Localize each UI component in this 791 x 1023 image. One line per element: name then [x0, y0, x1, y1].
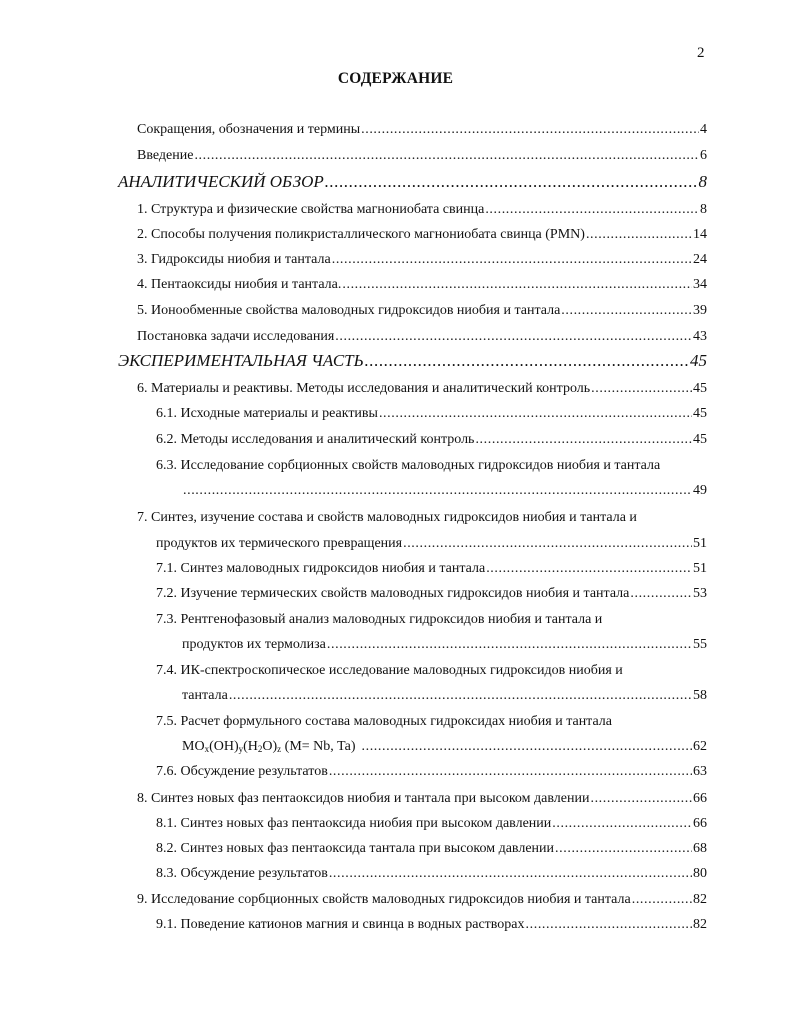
- toc-entry-2[interactable]: [137, 226, 707, 244]
- toc-entry-page: 45: [690, 351, 707, 370]
- toc-entry-page: 55: [693, 637, 707, 652]
- toc-entry-7-4-continuation[interactable]: [182, 687, 707, 705]
- leader-dots: [403, 535, 692, 553]
- toc-entry-9[interactable]: [137, 891, 707, 909]
- toc-entry-1[interactable]: [137, 201, 707, 219]
- toc-entry-page: 14: [693, 227, 707, 242]
- leader-dots: [591, 380, 692, 398]
- toc-entry-introduction[interactable]: [137, 147, 707, 165]
- toc-entry-7-5-continuation[interactable]: [182, 738, 707, 758]
- toc-section-experimental[interactable]: [118, 351, 707, 371]
- toc-entry-page: 80: [693, 866, 707, 881]
- toc-entry-label: 5. Ионообменные свойства маловодных гидроксидов ниобия и тантала: [137, 303, 561, 318]
- toc-entry-page: 45: [693, 432, 707, 447]
- toc-entry-label-continued: тантала: [182, 688, 228, 703]
- toc-entry-7-3-continuation[interactable]: [182, 636, 707, 654]
- toc-entry-label: 7.4. ИК-спектроскопическое исследование маловодных гидроксидов ниобия и: [156, 663, 623, 678]
- toc-entry-8-3[interactable]: [156, 865, 707, 883]
- toc-entry-6-1[interactable]: [156, 405, 707, 423]
- leader-dots: [590, 790, 692, 808]
- leader-dots: [342, 276, 692, 294]
- leader-dots: [561, 302, 692, 320]
- toc-section-analytical-review[interactable]: [118, 172, 707, 192]
- toc-entry-7-6[interactable]: [156, 763, 707, 781]
- toc-entry-label: 8.2. Синтез новых фаз пентаоксида тантала при высоком давлении: [156, 841, 555, 856]
- leader-dots: [552, 815, 692, 833]
- toc-entry-5[interactable]: [137, 302, 707, 320]
- toc-entry-page: 68: [693, 841, 707, 856]
- leader-dots: [194, 147, 699, 165]
- toc-entry-label: Сокращения, обозначения и термины: [137, 122, 361, 137]
- page-number: 2: [697, 45, 705, 61]
- toc-entry-label: 9. Исследование сорбционных свойств маловодных гидроксидов ниобия и тантала: [137, 892, 631, 907]
- toc-entry-label: 7.5. Расчет формульного состава маловодных гидроксидах ниобия и тантала: [156, 714, 613, 729]
- page-title: СОДЕРЖАНИЕ: [337, 70, 454, 87]
- toc-entry-page: 63: [693, 764, 707, 779]
- toc-entry-label: 7.1. Синтез маловодных гидроксидов ниобия и тантала: [156, 561, 486, 576]
- toc-entry-4[interactable]: [137, 276, 707, 294]
- toc-entry-7-5[interactable]: [156, 713, 707, 731]
- toc-entry-label: 7.3. Рентгенофазовый анализ маловодных гидроксидов ниобия и тантала и: [156, 612, 603, 627]
- toc-entry-9-1[interactable]: [156, 916, 707, 934]
- toc-entry-page: 66: [693, 791, 707, 806]
- toc-entry-label: 6. Материалы и реактивы. Методы исследования и аналитический контроль: [137, 381, 591, 396]
- toc-entry-page: 45: [693, 406, 707, 421]
- leader-dots: [325, 172, 698, 192]
- leader-dots: [327, 636, 692, 654]
- toc-entry-page: 4: [700, 122, 707, 137]
- leader-dots: [329, 763, 692, 781]
- toc-entry-page: 66: [693, 816, 707, 831]
- toc-entry-page: 6: [700, 148, 707, 163]
- toc-entry-page: 45: [693, 381, 707, 396]
- leader-dots: [630, 585, 692, 603]
- toc-entry-page: 51: [693, 561, 707, 576]
- chemical-formula: $MO_x(OH)_y(H_2O)_z$ (M= Nb, Ta): [182, 739, 356, 754]
- toc-entry-page: 51: [693, 536, 707, 551]
- toc-entry-label: 3. Гидроксиды ниобия и тантала: [137, 252, 331, 267]
- toc-entry-page: 82: [693, 917, 707, 932]
- leader-dots: [526, 916, 692, 934]
- leader-dots: [555, 840, 692, 858]
- leader-dots: [361, 121, 699, 139]
- leader-dots: [229, 687, 692, 705]
- toc-entry-page: 53: [693, 586, 707, 601]
- leader-dots: [632, 891, 692, 909]
- toc-entry-8-2[interactable]: [156, 840, 707, 858]
- leader-dots: [486, 560, 692, 578]
- toc-entry-label: 8.3. Обсуждение результатов: [156, 866, 328, 881]
- toc-entry-page: 24: [693, 252, 707, 267]
- toc-section-label: АНАЛИТИЧЕСКИЙ ОБЗОР: [118, 172, 324, 191]
- toc-entry-8[interactable]: [137, 790, 707, 808]
- leader-dots: [586, 226, 692, 244]
- toc-entry-abbreviations[interactable]: [137, 121, 707, 139]
- leader-dots: [379, 405, 692, 423]
- toc-entry-label: Постановка задачи исследования: [137, 329, 335, 344]
- leader-dots: [183, 482, 692, 500]
- toc-entry-8-1[interactable]: [156, 815, 707, 833]
- leader-dots: [335, 328, 692, 346]
- toc-entry-label: 8. Синтез новых фаз пентаоксидов ниобия и тантала при высоком давлении: [137, 791, 590, 806]
- toc-entry-6[interactable]: [137, 380, 707, 398]
- toc-entry-page: 8: [698, 172, 707, 191]
- toc-entry-label: 2. Способы получения поликристаллического магнониобата свинца (PMN): [137, 227, 585, 242]
- toc-section-label: ЭКСПЕРИМЕНТАЛЬНАЯ ЧАСТЬ: [118, 351, 364, 370]
- toc-entry-label: 7.6. Обсуждение результатов: [156, 764, 328, 779]
- toc-entry-page: 62: [693, 739, 707, 754]
- toc-entry-6-3[interactable]: [156, 457, 707, 475]
- toc-entry-page: 58: [693, 688, 707, 703]
- toc-entry-label: 6.3. Исследование сорбционных свойств маловодных гидроксидов ниобия и тантала: [156, 458, 661, 473]
- toc-entry-label: 6.1. Исходные материалы и реактивы: [156, 406, 378, 421]
- toc-entry-7-continuation[interactable]: [156, 535, 707, 553]
- toc-entry-label: 7.2. Изучение термических свойств маловодных гидроксидов ниобия и тантала: [156, 586, 630, 601]
- toc-entry-3[interactable]: [137, 251, 707, 269]
- leader-dots: [365, 351, 689, 371]
- toc-entry-page: 34: [693, 277, 707, 292]
- toc-entry-7-4[interactable]: [156, 662, 707, 680]
- toc-entry-7-3[interactable]: [156, 611, 707, 629]
- toc-entry-label: 9.1. Поведение катионов магния и свинца в водных растворах: [156, 917, 525, 932]
- toc-entry-page: 43: [693, 329, 707, 344]
- toc-entry-page: 39: [693, 303, 707, 318]
- toc-entry-label: 1. Структура и физические свойства магнониобата свинца: [137, 202, 485, 217]
- toc-entry-page: 82: [693, 892, 707, 907]
- toc-entry-page: 49: [693, 483, 707, 498]
- leader-dots: [329, 865, 692, 883]
- toc-entry-6-3-continuation[interactable]: [182, 482, 707, 500]
- leader-dots: [475, 431, 692, 449]
- toc-entry-label: 6.2. Методы исследования и аналитический контроль: [156, 432, 475, 447]
- toc-entry-label: 4. Пентаоксиды ниобия и тантала.: [137, 277, 342, 292]
- leader-dots: [485, 201, 699, 219]
- leader-dots: [332, 251, 692, 269]
- toc-entry-6-2[interactable]: [156, 431, 707, 449]
- toc-entry-7[interactable]: [137, 509, 707, 527]
- toc-entry-label-continued: продуктов их термического превращения: [156, 536, 403, 551]
- toc-entry-label: 7. Синтез, изучение состава и свойств маловодных гидроксидов ниобия и тантала и: [137, 510, 637, 525]
- toc-entry-problem-statement[interactable]: [137, 328, 707, 346]
- toc-entry-label-continued: продуктов их термолиза: [182, 637, 326, 652]
- toc-entry-label: 8.1. Синтез новых фаз пентаоксида ниобия при высоком давлении: [156, 816, 552, 831]
- toc-entry-7-2[interactable]: [156, 585, 707, 603]
- toc-entry-7-1[interactable]: [156, 560, 707, 578]
- leader-dots: [362, 738, 693, 756]
- toc-entry-page: 8: [700, 202, 707, 217]
- toc-entry-label: Введение: [137, 148, 194, 163]
